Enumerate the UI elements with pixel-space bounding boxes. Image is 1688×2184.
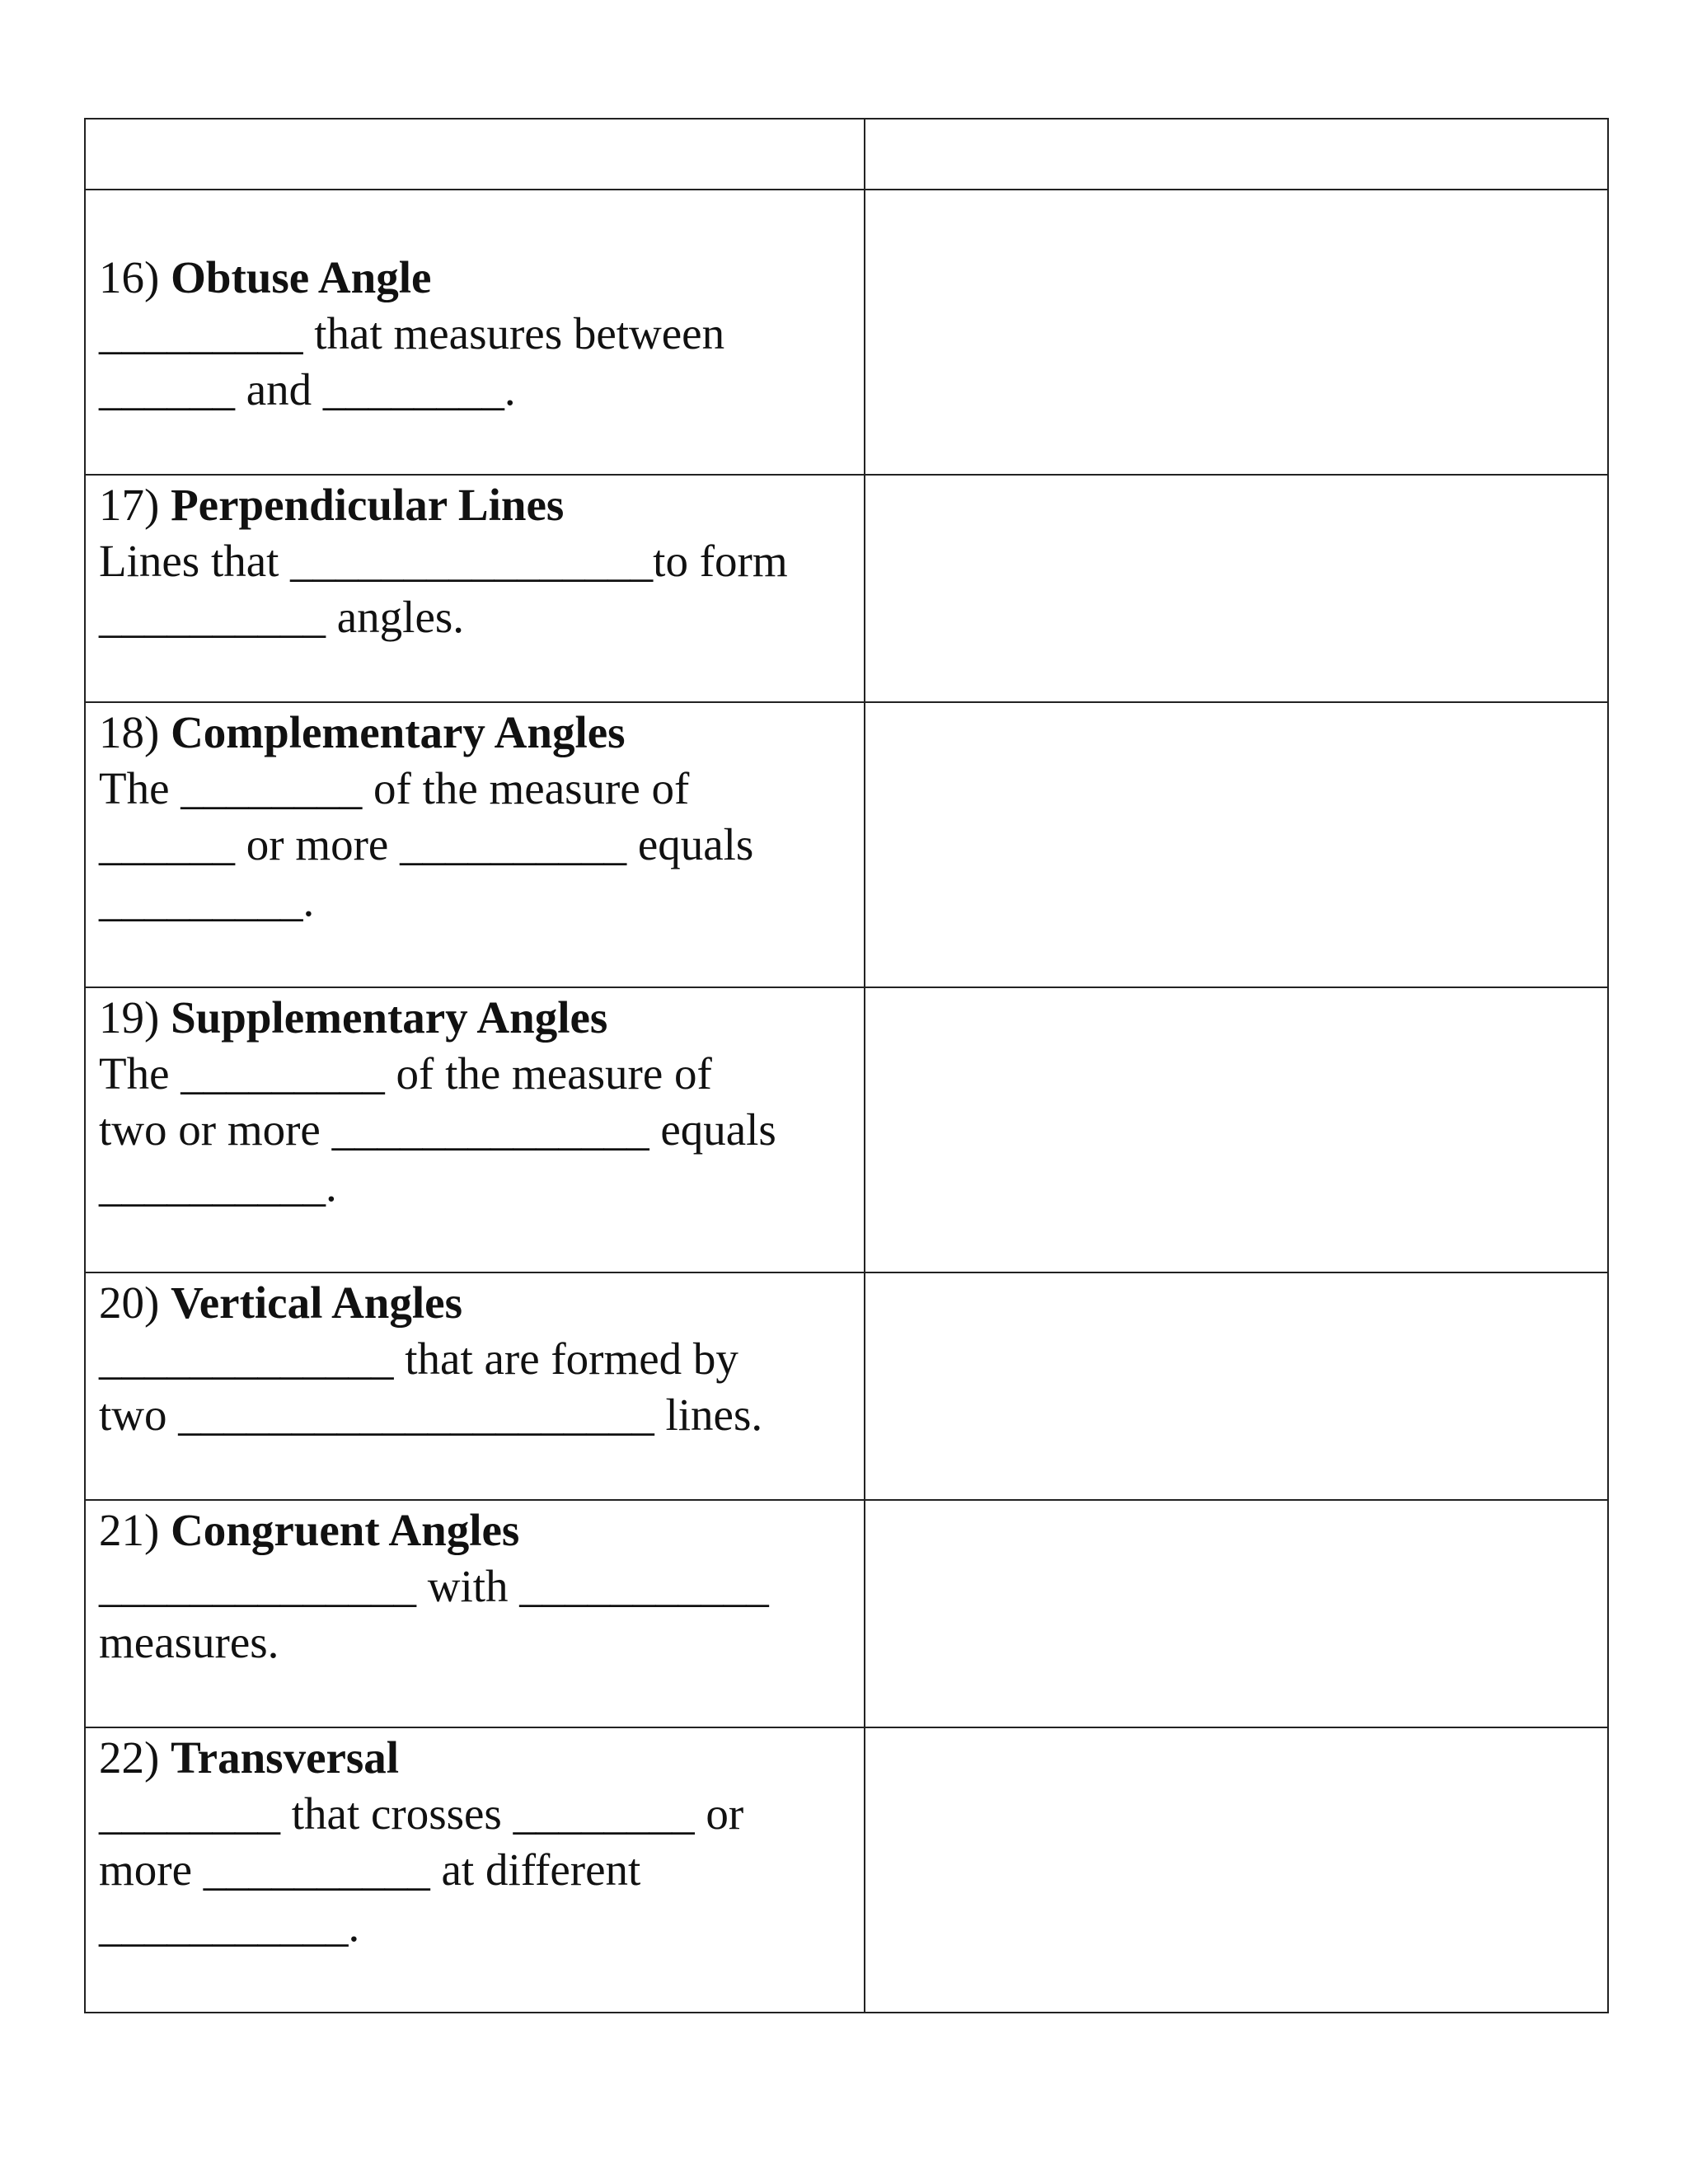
- definition-line: ______ or more __________ equals: [99, 819, 754, 869]
- term-title: Complementary Angles: [171, 707, 626, 757]
- term-heading: [99, 250, 864, 306]
- definition-line: The ________ of the measure of: [99, 763, 690, 813]
- definition-line: measures.: [99, 1617, 279, 1667]
- term-number: 16): [99, 252, 160, 302]
- table-row: [85, 475, 1608, 702]
- header-cell-answer: [865, 119, 1608, 190]
- header-cell-term: [85, 119, 865, 190]
- term-heading: [99, 1275, 864, 1331]
- term-title: Congruent Angles: [171, 1505, 520, 1555]
- definition-line: Lines that ________________to form: [99, 536, 788, 586]
- term-heading: [99, 1502, 864, 1558]
- table-row: [85, 987, 1608, 1272]
- term-cell: [85, 1272, 865, 1500]
- term-title: Vertical Angles: [171, 1277, 462, 1328]
- definition-line: two or more ______________ equals: [99, 1104, 776, 1155]
- definition-line: two _____________________ lines.: [99, 1390, 763, 1440]
- term-cell: [85, 1727, 865, 2013]
- table-row: [85, 1272, 1608, 1500]
- term-cell: [85, 475, 865, 702]
- term-cell: [85, 1500, 865, 1727]
- definition-line: ______ and ________.: [99, 364, 516, 415]
- definition-line: more __________ at different: [99, 1844, 641, 1895]
- definition-line: _________.: [99, 875, 315, 926]
- header-row: [85, 119, 1608, 190]
- definition-line: _________ that measures between: [99, 308, 725, 359]
- term-title: Transversal: [171, 1732, 400, 1783]
- definition-line: The _________ of the measure of: [99, 1048, 712, 1099]
- term-heading: [99, 1730, 864, 1786]
- answer-cell[interactable]: [865, 702, 1608, 987]
- definition-line: __________.: [99, 1160, 337, 1211]
- definition-line: ________ that crosses ________ or: [99, 1788, 744, 1839]
- term-number: 21): [99, 1505, 160, 1555]
- term-heading: [99, 990, 864, 1046]
- answer-cell[interactable]: [865, 1500, 1608, 1727]
- term-number: 22): [99, 1732, 160, 1783]
- definition-line: ___________.: [99, 1900, 360, 1951]
- answer-cell[interactable]: [865, 475, 1608, 702]
- table-row: [85, 1500, 1608, 1727]
- term-number: 19): [99, 992, 160, 1043]
- table-row: [85, 702, 1608, 987]
- definition-line: ______________ with ___________: [99, 1561, 769, 1611]
- term-title: Obtuse Angle: [171, 252, 432, 302]
- table-row: [85, 190, 1608, 475]
- table-row: [85, 1727, 1608, 2013]
- term-cell: [85, 190, 865, 475]
- answer-cell[interactable]: [865, 1727, 1608, 2013]
- definition-line: __________ angles.: [99, 592, 465, 642]
- term-cell: [85, 987, 865, 1272]
- term-number: 20): [99, 1277, 160, 1328]
- answer-cell[interactable]: [865, 190, 1608, 475]
- definition-line: _____________ that are formed by: [99, 1333, 738, 1384]
- term-number: 17): [99, 480, 160, 530]
- term-title: Perpendicular Lines: [171, 480, 565, 530]
- term-heading: [99, 477, 864, 533]
- answer-cell[interactable]: [865, 1272, 1608, 1500]
- term-heading: [99, 705, 864, 761]
- answer-cell[interactable]: [865, 987, 1608, 1272]
- term-title: Supplementary Angles: [171, 992, 608, 1043]
- vocabulary-table: [84, 118, 1609, 2013]
- term-number: 18): [99, 707, 160, 757]
- term-cell: [85, 702, 865, 987]
